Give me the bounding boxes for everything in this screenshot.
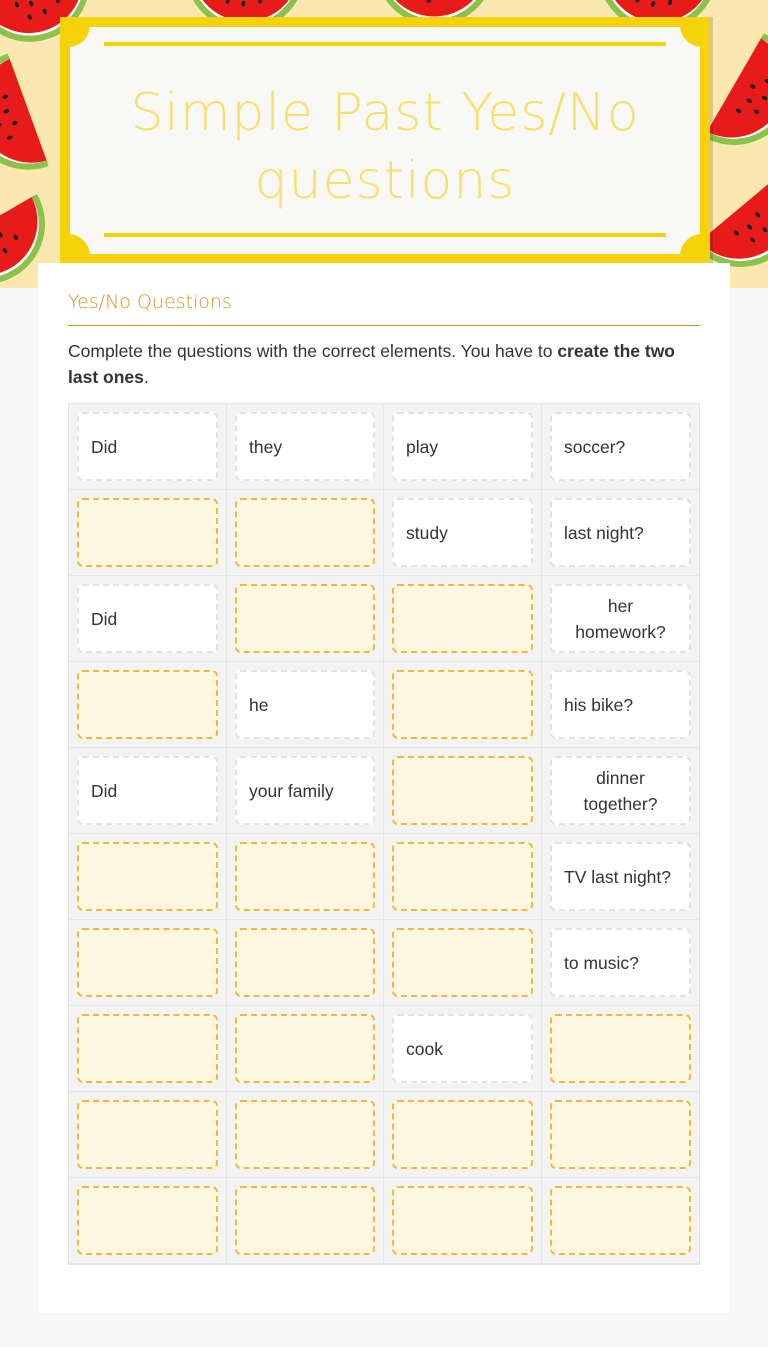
drop-zone[interactable] (77, 498, 218, 567)
grid-cell (227, 920, 384, 1006)
word-card[interactable]: last night? (550, 498, 691, 567)
instructions-emphasis: create the two last ones (68, 341, 676, 387)
grid-cell (227, 1006, 384, 1092)
worksheet-content (38, 263, 730, 1313)
drop-zone[interactable] (550, 1100, 691, 1169)
drop-zone[interactable] (392, 670, 533, 739)
corner-decoration (680, 234, 702, 256)
word-card[interactable]: his bike? (550, 670, 691, 739)
grid-cell (542, 576, 699, 662)
word-card[interactable]: your family (235, 756, 375, 825)
word-card[interactable]: Did (77, 584, 218, 653)
grid-cell (69, 490, 227, 576)
divider (104, 233, 666, 237)
drop-zone[interactable] (235, 1186, 375, 1255)
word-card[interactable]: Did (77, 756, 218, 825)
header-banner (0, 0, 768, 288)
grid-cell (542, 834, 699, 920)
drop-zone[interactable] (550, 1014, 691, 1083)
grid-cell (69, 1178, 227, 1264)
grid-cell (384, 1178, 542, 1264)
word-card[interactable]: cook (392, 1014, 533, 1083)
drop-zone[interactable] (235, 584, 375, 653)
grid-cell (227, 576, 384, 662)
grid-cell (542, 1092, 699, 1178)
drop-zone[interactable] (235, 1100, 375, 1169)
grid-cell (384, 1092, 542, 1178)
word-card[interactable]: her homework? (550, 584, 691, 653)
drop-zone[interactable] (77, 842, 218, 911)
grid-cell (384, 920, 542, 1006)
drop-zone[interactable] (392, 584, 533, 653)
drop-zone[interactable] (392, 928, 533, 997)
grid-cell (69, 1006, 227, 1092)
drop-zone[interactable] (77, 670, 218, 739)
grid-cell (384, 748, 542, 834)
drop-zone[interactable] (235, 1014, 375, 1083)
grid-cell (69, 920, 227, 1006)
word-card[interactable]: dinner together? (550, 756, 691, 825)
instructions (68, 338, 700, 390)
grid-cell (227, 662, 384, 748)
drop-zone[interactable] (77, 1186, 218, 1255)
watermelon-decoration (704, 33, 768, 167)
word-card[interactable]: they (235, 412, 375, 481)
drop-zone[interactable] (77, 1100, 218, 1169)
drop-zone[interactable] (77, 928, 218, 997)
drop-zone[interactable] (77, 1014, 218, 1083)
word-card[interactable]: study (392, 498, 533, 567)
grid-cell (69, 1092, 227, 1178)
corner-decoration (68, 25, 90, 47)
grid-cell (69, 404, 227, 490)
corner-decoration (68, 234, 90, 256)
drop-zone[interactable] (392, 1186, 533, 1255)
drop-zone[interactable] (235, 928, 375, 997)
word-card[interactable]: he (235, 670, 375, 739)
divider (104, 42, 666, 46)
grid-cell (227, 1092, 384, 1178)
corner-decoration (680, 25, 702, 47)
word-card[interactable]: to music? (550, 928, 691, 997)
title-card (60, 17, 710, 264)
grid-cell (542, 1006, 699, 1092)
watermelon-decoration (0, 53, 49, 186)
grid-cell (384, 1006, 542, 1092)
word-card[interactable]: Did (77, 412, 218, 481)
drop-zone[interactable] (235, 498, 375, 567)
grid-cell (227, 490, 384, 576)
grid-cell (384, 834, 542, 920)
grid-cell (542, 490, 699, 576)
grid-cell (69, 748, 227, 834)
grid-cell (542, 404, 699, 490)
word-card[interactable]: soccer? (550, 412, 691, 481)
drop-zone[interactable] (392, 1100, 533, 1169)
grid-cell (542, 662, 699, 748)
grid-cell (227, 1178, 384, 1264)
grid-cell (384, 490, 542, 576)
grid-cell (542, 920, 699, 1006)
grid-cell (69, 834, 227, 920)
grid-cell (542, 748, 699, 834)
page-title: Simple Past Yes/No questions (130, 83, 640, 211)
word-card[interactable]: play (392, 412, 533, 481)
drop-zone[interactable] (235, 842, 375, 911)
instructions-text: Complete the questions with the correct elements. You have to (68, 341, 558, 361)
grid-cell (69, 576, 227, 662)
word-card[interactable]: TV last night? (550, 842, 691, 911)
grid-cell (227, 404, 384, 490)
grid-cell (542, 1178, 699, 1264)
grid-cell (384, 662, 542, 748)
drop-zone[interactable] (550, 1186, 691, 1255)
grid-cell (384, 404, 542, 490)
drop-zone[interactable] (392, 756, 533, 825)
instructions-end: . (143, 367, 149, 387)
grid-cell (384, 576, 542, 662)
grid-cell (227, 834, 384, 920)
drop-zone[interactable] (392, 842, 533, 911)
grid-cell (69, 662, 227, 748)
grid-cell (227, 748, 384, 834)
answer-grid (68, 403, 700, 1265)
section-title: Yes/No Questions (68, 291, 700, 326)
